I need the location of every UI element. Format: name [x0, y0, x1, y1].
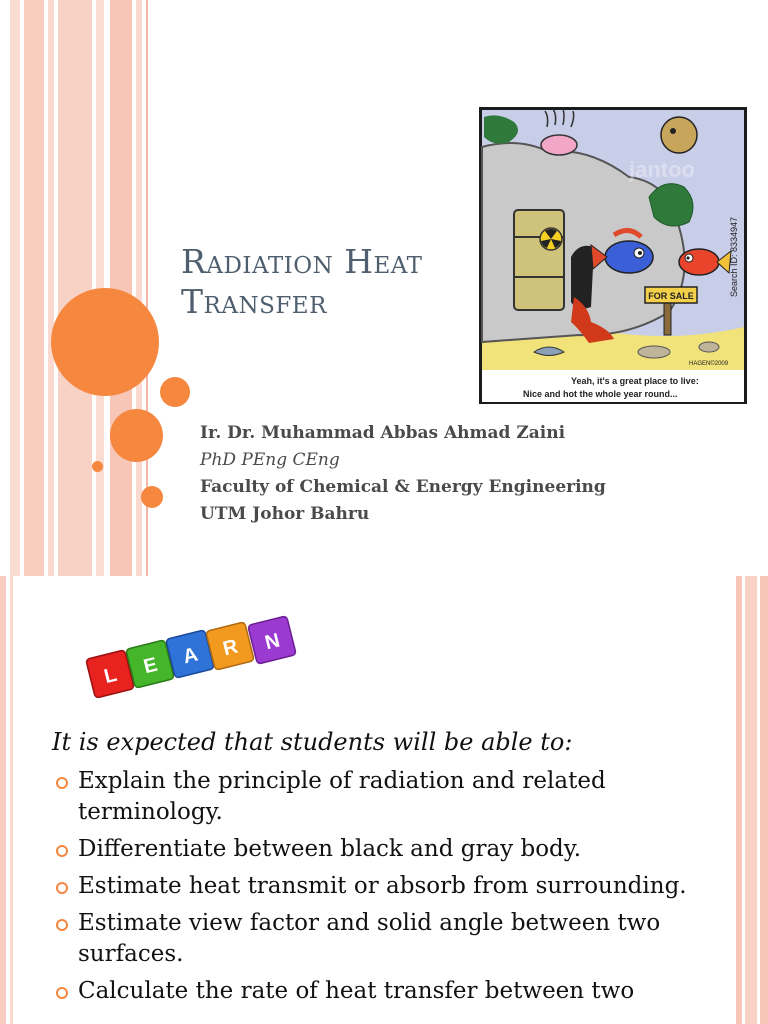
- decor-circle-small: [141, 486, 163, 508]
- search-id: Search ID: 8334947: [729, 216, 739, 297]
- list-item: [54, 908, 714, 970]
- author-name: Ir. Dr. Muhammad Abbas Ahmad Zaini: [200, 423, 566, 443]
- bullet-icon: [56, 845, 68, 857]
- bullet-icon: [56, 987, 68, 999]
- list-item: [54, 871, 714, 902]
- objective-text: Estimate view factor and solid angle between two surfaces.: [78, 910, 661, 967]
- decor-stripe: [10, 0, 20, 576]
- learn-letter: A: [180, 643, 201, 669]
- objective-text: Explain the principle of radiation and related terminology.: [78, 768, 606, 825]
- bullet-icon: [56, 777, 68, 789]
- decor-stripe: [48, 0, 54, 576]
- cartoon-signature: HAGEN©2009: [689, 361, 729, 367]
- list-item: [54, 976, 714, 1007]
- author-faculty: Faculty of Chemical & Energy Engineering: [200, 477, 606, 497]
- decor-circle-medium: [110, 409, 163, 462]
- objectives-intro: It is expected that students will be able to:: [52, 728, 573, 756]
- decor-stripe: [136, 0, 142, 576]
- cartoon-caption-line-2: Nice and hot the whole year round...: [523, 389, 678, 399]
- author-university: UTM Johor Bahru: [200, 504, 370, 524]
- decor-circle-large: [51, 288, 159, 396]
- decor-stripe: [58, 0, 92, 576]
- cartoon-caption-line-1: Yeah, it's a great place to live:: [571, 376, 699, 386]
- list-item: [54, 766, 714, 828]
- author-block: [200, 420, 606, 528]
- learn-letter: N: [262, 629, 283, 655]
- objective-text: Estimate heat transmit or absorb from surrounding.: [78, 873, 687, 899]
- decor-stripe: [24, 0, 44, 576]
- decor-stripe: [0, 576, 6, 1024]
- decor-stripe: [10, 576, 13, 1024]
- decor-stripe: [736, 576, 742, 1024]
- learn-letter: R: [220, 635, 241, 661]
- objective-text: Differentiate between black and gray body.: [78, 836, 582, 862]
- decor-stripe: [760, 576, 768, 1024]
- title-line-2: Transfer: [181, 282, 327, 321]
- objectives-list: [54, 766, 714, 1013]
- objectives-slide: [0, 576, 768, 1024]
- bullet-icon: [56, 882, 68, 894]
- cartoon-image: [479, 107, 747, 404]
- decor-stripe: [745, 576, 757, 1024]
- decor-circle-small: [160, 377, 190, 407]
- watermark-text: jantoo: [629, 157, 695, 182]
- slide-title: [181, 242, 481, 322]
- author-credentials: PhD PEng CEng: [200, 450, 340, 470]
- decor-circle-tiny: [92, 461, 103, 472]
- learn-letter: E: [141, 653, 160, 679]
- bullet-icon: [56, 919, 68, 931]
- objective-text: Calculate the rate of heat transfer between two: [78, 978, 635, 1004]
- learn-letter: L: [101, 663, 120, 689]
- sign-text: FOR SALE: [648, 291, 694, 301]
- title-line-1: Radiation Heat: [181, 242, 423, 281]
- learn-puzzle-image: [80, 606, 310, 716]
- list-item: [54, 834, 714, 865]
